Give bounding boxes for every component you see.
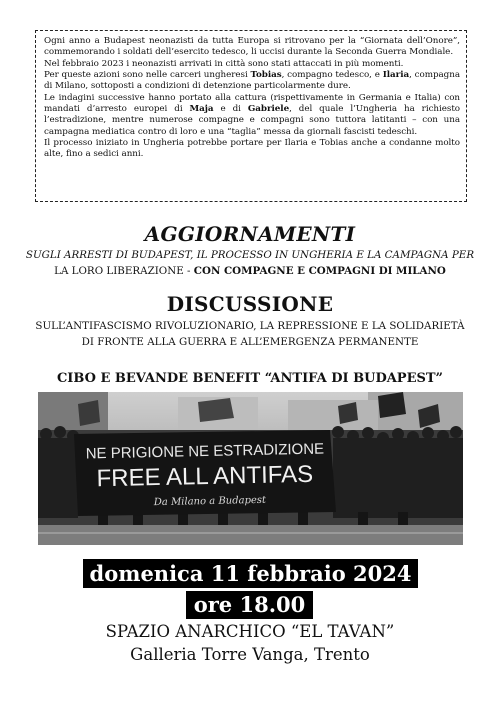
intro-paragraph-5: Il processo iniziato in Ungheria potrebbe portare per Ilaria e Tobias anche a condanne molto alte, fino a sedici anni. bbox=[44, 138, 460, 160]
banner-text-line2: FREE ALL ANTIFAS bbox=[96, 460, 314, 493]
benefit-line: CIBO E BEVANDE BENEFIT “ANTIFA DI BUDAPEST” bbox=[56, 371, 444, 386]
intro-text: Per queste azioni sono nelle carceri ungheresi bbox=[44, 70, 251, 81]
name-gabriele: Gabriele bbox=[247, 104, 290, 115]
discussione-subtitle-line2: DI FRONTE ALLA GUERRA E ALL’EMERGENZA PERMANENTE bbox=[81, 336, 419, 348]
intro-text: , compagna di Milano, sottoposti a condizioni di detenzione particolarmente dure. bbox=[44, 70, 460, 92]
intro-text: , del quale l’Ungheria ha richiesto l’estradizione, mentre numerose compagne e compagni sono tuttora latitanti – con una campagna mediatica contro di loro e una “taglia” messa da giornali fascisti tedeschi. bbox=[44, 104, 461, 137]
discussione-title: DISCUSSIONE bbox=[166, 292, 334, 316]
aggiornamenti-subtitle-line2 bbox=[0, 263, 500, 280]
intro-paragraph-4 bbox=[44, 93, 460, 138]
intro-paragraph-3 bbox=[44, 70, 460, 93]
banner-text-line3: Da Milano a Budapest bbox=[153, 494, 267, 509]
event-date: domenica 11 febbraio 2024 bbox=[83, 559, 418, 588]
intro-text: , compagno tedesco, e bbox=[281, 70, 383, 81]
discussione-subtitle-line1: SULL’ANTIFASCISMO RIVOLUZIONARIO, LA REPRESSIONE E LA SOLIDARIETÀ bbox=[35, 320, 465, 332]
name-tobias: Tobias bbox=[250, 70, 282, 81]
intro-text: e di bbox=[213, 104, 248, 115]
aggiornamenti-subtitle-bold: CON COMPAGNE E COMPAGNI DI MILANO bbox=[193, 265, 446, 277]
aggiornamenti-subtitle-text: LA LORO LIBERAZIONE - bbox=[54, 265, 194, 277]
intro-box bbox=[35, 30, 467, 202]
aggiornamenti-title: AGGIORNAMENTI bbox=[144, 222, 356, 246]
intro-text: Le indagini successive hanno portato alla cattura (rispettivamente in Germania e Italia) con mandati d’arresto europei di bbox=[44, 92, 460, 115]
intro-paragraph-1: Ogni anno a Budapest neonazisti da tutta Europa si ritrovano per la “Giornata dell’Onore”, commemorando i soldati dell’esercito tedesco, li uccisi durante la Seconda Guerra Mondiale. bbox=[44, 36, 460, 58]
name-ilaria: Ilaria bbox=[382, 70, 410, 81]
event-venue: SPAZIO ANARCHICO “EL TAVAN” bbox=[105, 622, 395, 641]
name-maja: Maja bbox=[189, 104, 214, 115]
intro-paragraph-2: Nel febbraio 2023 i neonazisti arrivati in città sono stati attaccati in più momenti. bbox=[44, 58, 404, 69]
aggiornamenti-subtitle-line1: SUGLI ARRESTI DI BUDAPEST, IL PROCESSO IN UNGHERIA E LA CAMPAGNA PER bbox=[25, 249, 475, 261]
banner-text-line1: NE PRIGIONE NE ESTRADIZIONE bbox=[85, 440, 325, 463]
event-address: Galleria Torre Vanga, Trento bbox=[130, 645, 370, 664]
demonstration-photo bbox=[38, 392, 463, 545]
photo-graphic bbox=[38, 392, 463, 545]
event-time: ore 18.00 bbox=[186, 591, 313, 619]
